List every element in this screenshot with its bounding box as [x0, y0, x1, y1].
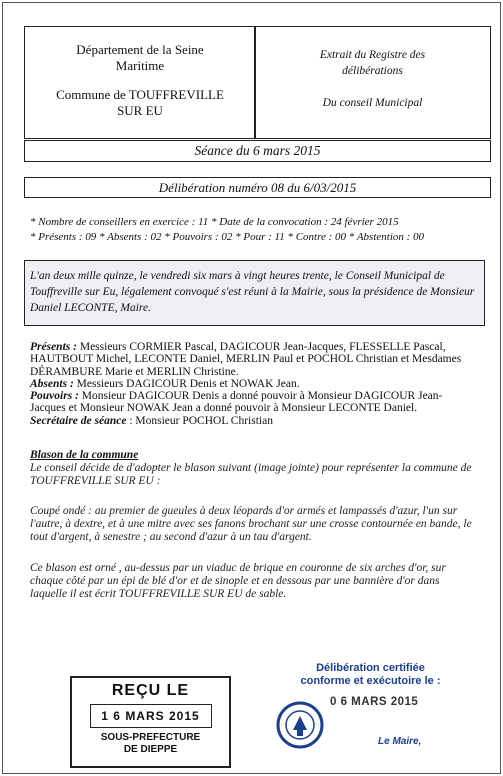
received-stamp	[70, 676, 231, 768]
absents-entry	[30, 378, 475, 390]
registre-line1: Extrait du Registre des	[319, 49, 426, 61]
recu-date: 1 6 MARS 2015	[90, 704, 212, 728]
presents-label: Présents :	[30, 341, 77, 353]
pouvoirs-entry	[30, 390, 475, 415]
vote-counts	[30, 215, 490, 245]
registre-line3: Du conseil Municipal	[322, 97, 423, 109]
absents-label: Absents :	[30, 377, 74, 390]
header-commune	[24, 26, 256, 139]
mairie-seal-icon	[275, 700, 325, 750]
secretaire-entry	[30, 415, 475, 427]
commune-line1: Commune de TOUFFREVILLE	[56, 87, 224, 102]
counts-line2: * Présents : 09 * Absents : 02 * Pouvoirs : 02 * Pour : 11 * Contre : 00 * Abstention : 00	[30, 231, 425, 243]
secretaire-text: : Monsieur POCHOL Christian	[126, 414, 273, 427]
commune-line2: SUR EU	[117, 103, 163, 118]
maire-signature: Le Maire,	[378, 736, 422, 747]
recu-line1: SOUS-PREFECTURE	[100, 732, 201, 743]
deliberation-title: Délibération numéro 08 du 6/03/2015	[24, 177, 491, 198]
absents-text: Messieurs DAGICOUR Denis et NOWAK Jean.	[73, 377, 300, 390]
pouvoirs-text: Monsieur DAGICOUR Denis a donné pouvoir à Monsieur DAGICOUR Jean-Jacques et Monsieur NOWAK Jean a donné pouvoir à Monsieur LECONTE Daniel.	[30, 390, 443, 415]
members-section	[30, 341, 475, 427]
blason-heading: Blason de la commune	[30, 449, 139, 461]
cert-line2: conforme et exécutoire le :	[300, 675, 441, 687]
pouvoirs-label: Pouvoirs :	[30, 390, 79, 403]
presents-text: Messieurs CORMIER Pascal, DAGICOUR Jean-Jacques, FLESSELLE Pascal, HAUTBOUT Michel, LECONTE Daniel, MERLIN Paul et POCHOL Christian et Mesdames DÉRAMBURE Marie et MERLIN Christine.	[30, 341, 462, 378]
intro-paragraph: L'an deux mille quinze, le vendredi six mars à vingt heures trente, le Conseil Municipal de Touffreville sur Eu, légalement convoqué s'est réuni à la Mairie, sous la présidence de Monsieur Daniel LECONTE, Maire.	[24, 260, 485, 326]
recu-subprefecture	[72, 732, 229, 756]
registre-line2: délibérations	[342, 65, 403, 77]
cert-date-stamp: 0 6 MARS 2015	[330, 696, 419, 708]
presents-entry	[30, 341, 475, 378]
recu-line2: DE DIEPPE	[123, 744, 178, 755]
blason-ornaments: Ce blason est orné , au-dessus par un viaduc de brique en couronne de six arches d'or, sur chaque côté par un épi de blé d'or et de sinople et en dessous par une bannière d'or dans laquelle il est écrit TOUFFREVILLE SUR EU de sable.	[30, 562, 446, 600]
blason-description: Coupé ondé : au premier de gueules à deux léopards d'or armés et lampassés d'azur, l'un sur l'autre, à dextre, et à une mitre avec ses fanons brochant sur une crosse contournée en bande, le tout d'argent, à senestre ; au second d'azur à un tau d'argent.	[30, 505, 472, 543]
secretaire-label: Secrétaire de séance	[30, 414, 127, 427]
cert-line1: Délibération certifiée	[316, 662, 425, 674]
department-line2: Maritime	[115, 58, 165, 73]
blason-decision: Le conseil décide de d'adopter le blason suivant (image jointe) pour représenter la commune de TOUFFREVILLE SUR EU :	[30, 462, 472, 487]
counts-line1: * Nombre de conseillers en exercice : 11 * Date de la convocation : 24 février 2015	[30, 216, 399, 228]
certification-stamp	[278, 662, 463, 688]
recu-title: REÇU LE	[111, 682, 190, 699]
department-line1: Département de la Seine	[76, 42, 204, 57]
seance-title: Séance du 6 mars 2015	[24, 140, 491, 162]
header-registre	[254, 26, 491, 139]
